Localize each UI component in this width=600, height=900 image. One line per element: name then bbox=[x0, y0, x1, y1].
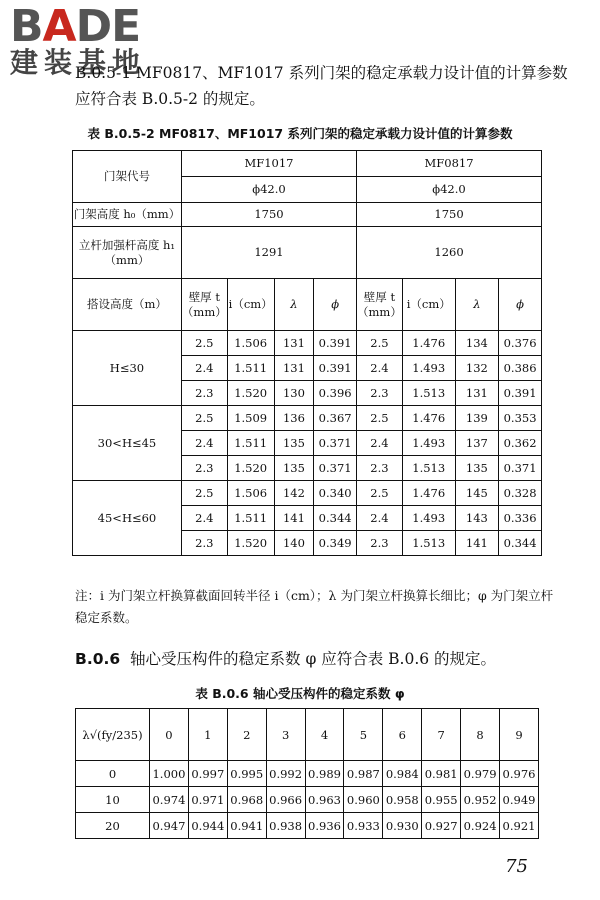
table-cell: 140 bbox=[274, 531, 314, 556]
table-cell: 1.493 bbox=[402, 431, 455, 456]
diameter-mf0817: ϕ42.0 bbox=[357, 177, 542, 203]
header-setup-height: 搭设高度（m） bbox=[73, 279, 182, 331]
table-cell: 131 bbox=[274, 331, 314, 356]
table-cell: 0.353 bbox=[499, 406, 542, 431]
table-cell: 0.924 bbox=[461, 813, 500, 839]
logo-subtitle: 建装基地 bbox=[10, 46, 147, 79]
table-cell: 2.5 bbox=[181, 481, 227, 506]
table-cell: 130 bbox=[274, 381, 314, 406]
table-cell: 0.933 bbox=[344, 813, 383, 839]
column-header: 5 bbox=[344, 709, 383, 761]
diameter-mf1017: ϕ42.0 bbox=[181, 177, 356, 203]
table-cell: 1.511 bbox=[227, 506, 274, 531]
table-cell: 137 bbox=[455, 431, 499, 456]
table-cell: 0.984 bbox=[383, 761, 422, 787]
table-cell: 135 bbox=[274, 456, 314, 481]
table-note: 注：i 为门架立杆换算截面回转半径 i（cm）；λ 为门架立杆换算长细比；φ 为门架立杆稳定系数。 bbox=[75, 588, 554, 625]
table-cell: 0.349 bbox=[314, 531, 357, 556]
header-height: 门架高度 h₀（mm） bbox=[73, 203, 182, 227]
sub-header-thickness: 壁厚 t（mm） bbox=[357, 279, 403, 331]
table-cell: 0.930 bbox=[383, 813, 422, 839]
table-cell: 2.5 bbox=[357, 481, 403, 506]
table-row bbox=[73, 481, 542, 506]
table-cell: 142 bbox=[274, 481, 314, 506]
column-header: 0 bbox=[150, 709, 189, 761]
row-label: 10 bbox=[76, 787, 150, 813]
table-cell: 136 bbox=[274, 406, 314, 431]
table-cell: 131 bbox=[274, 356, 314, 381]
logo-text-right: DE bbox=[75, 1, 141, 52]
table-cell: 1.506 bbox=[227, 481, 274, 506]
table-cell: 1.509 bbox=[227, 406, 274, 431]
table-cell: 1.476 bbox=[402, 331, 455, 356]
table-cell: 0.396 bbox=[314, 381, 357, 406]
table-cell: 0.958 bbox=[383, 787, 422, 813]
table-cell: 0.981 bbox=[422, 761, 461, 787]
table-cell: 2.4 bbox=[357, 506, 403, 531]
table-cell: 1.513 bbox=[402, 381, 455, 406]
table-cell: 135 bbox=[274, 431, 314, 456]
table-cell: 1.520 bbox=[227, 531, 274, 556]
table-cell: 1.506 bbox=[227, 331, 274, 356]
table-cell: 0.968 bbox=[227, 787, 266, 813]
column-header: 6 bbox=[383, 709, 422, 761]
table-cell: 0.966 bbox=[266, 787, 305, 813]
table-row bbox=[73, 331, 542, 356]
table-cell: 2.3 bbox=[181, 456, 227, 481]
table-cell: 1.493 bbox=[402, 356, 455, 381]
table-cell: 0.371 bbox=[499, 456, 542, 481]
corner-header: λ√(fy/235) bbox=[76, 709, 150, 761]
table-cell: 0.340 bbox=[314, 481, 357, 506]
table-cell: 0.367 bbox=[314, 406, 357, 431]
table-cell: 0.344 bbox=[499, 531, 542, 556]
table-cell: 0.362 bbox=[499, 431, 542, 456]
page-number: 75 bbox=[505, 856, 528, 877]
table-cell: 1.513 bbox=[402, 456, 455, 481]
table-cell: 0.927 bbox=[422, 813, 461, 839]
table-cell: 1.000 bbox=[150, 761, 189, 787]
logo-text-left: B bbox=[10, 1, 43, 52]
table-cell: 2.3 bbox=[181, 381, 227, 406]
table-cell: 141 bbox=[455, 531, 499, 556]
table-cell: 139 bbox=[455, 406, 499, 431]
row-label: 20 bbox=[76, 813, 150, 839]
table-cell: 0.391 bbox=[314, 331, 357, 356]
header-reinforcement: 立杆加强杆高度 h₁（mm） bbox=[73, 227, 182, 279]
column-header: 4 bbox=[305, 709, 344, 761]
height-mf1017: 1750 bbox=[181, 203, 356, 227]
table-cell: 0.371 bbox=[314, 431, 357, 456]
table-cell: 2.5 bbox=[181, 406, 227, 431]
table-cell: 0.963 bbox=[305, 787, 344, 813]
table-cell: 2.5 bbox=[357, 331, 403, 356]
table-cell: 0.376 bbox=[499, 331, 542, 356]
table-cell: 2.4 bbox=[357, 356, 403, 381]
height-range-label: 30<H≤45 bbox=[73, 406, 182, 481]
table-cell: 0.995 bbox=[227, 761, 266, 787]
sub-header-phi: ϕ bbox=[499, 279, 542, 331]
sub-header-radius: i（cm） bbox=[402, 279, 455, 331]
table-cell: 2.3 bbox=[181, 531, 227, 556]
table-cell: 132 bbox=[455, 356, 499, 381]
column-header: 1 bbox=[188, 709, 227, 761]
table-row bbox=[76, 813, 539, 839]
table-cell: 2.4 bbox=[181, 431, 227, 456]
table-b-0-6 bbox=[75, 708, 539, 839]
table-cell: 135 bbox=[455, 456, 499, 481]
reinf-mf1017: 1291 bbox=[181, 227, 356, 279]
table-cell: 1.493 bbox=[402, 506, 455, 531]
section-b-0-6 bbox=[75, 647, 575, 669]
table-cell: 2.4 bbox=[357, 431, 403, 456]
table-cell: 0.391 bbox=[499, 381, 542, 406]
table-cell: 0.971 bbox=[188, 787, 227, 813]
table-cell: 0.938 bbox=[266, 813, 305, 839]
table-cell: 2.3 bbox=[357, 531, 403, 556]
table-cell: 0.997 bbox=[188, 761, 227, 787]
table-cell: 1.513 bbox=[402, 531, 455, 556]
section-text: 轴心受压构件的稳定系数 φ 应符合表 B.0.6 的规定。 bbox=[130, 650, 497, 668]
table-cell: 2.3 bbox=[357, 456, 403, 481]
table-cell: 0.949 bbox=[500, 787, 539, 813]
logo-text-red: A bbox=[42, 1, 76, 52]
table-cell: 1.476 bbox=[402, 481, 455, 506]
table-cell: 0.336 bbox=[499, 506, 542, 531]
table-cell: 2.5 bbox=[181, 331, 227, 356]
table-row bbox=[76, 761, 539, 787]
table-cell: 0.386 bbox=[499, 356, 542, 381]
column-header: 8 bbox=[461, 709, 500, 761]
table-cell: 0.944 bbox=[188, 813, 227, 839]
column-header: 7 bbox=[422, 709, 461, 761]
table-cell: 0.960 bbox=[344, 787, 383, 813]
sub-header-thickness: 壁厚 t（mm） bbox=[181, 279, 227, 331]
table-b-0-5-2 bbox=[72, 150, 542, 556]
table-cell: 0.941 bbox=[227, 813, 266, 839]
sub-header-phi: ϕ bbox=[314, 279, 357, 331]
table-cell: 0.952 bbox=[461, 787, 500, 813]
table-cell: 143 bbox=[455, 506, 499, 531]
series-mf1017: MF1017 bbox=[181, 151, 356, 177]
table-cell: 1.520 bbox=[227, 381, 274, 406]
table-cell: 1.511 bbox=[227, 431, 274, 456]
table-cell: 2.4 bbox=[181, 356, 227, 381]
table-cell: 0.989 bbox=[305, 761, 344, 787]
table-cell: 0.976 bbox=[500, 761, 539, 787]
height-mf0817: 1750 bbox=[357, 203, 542, 227]
reinf-mf0817: 1260 bbox=[357, 227, 542, 279]
table-cell: 0.992 bbox=[266, 761, 305, 787]
table-row bbox=[73, 406, 542, 431]
table-cell: 0.344 bbox=[314, 506, 357, 531]
column-header: 9 bbox=[500, 709, 539, 761]
table-cell: 2.3 bbox=[357, 381, 403, 406]
table-cell: 141 bbox=[274, 506, 314, 531]
table1-caption: 表 B.0.5-2 MF0817、MF1017 系列门架的稳定承载力设计值的计算参数 bbox=[87, 126, 513, 141]
sub-header-lambda: λ bbox=[274, 279, 314, 331]
intro-paragraph: B.0.5-1 MF0817、MF1017 系列门架的稳定承载力设计值的计算参数应符合表 B.0.5-2 的规定。 bbox=[75, 64, 568, 108]
row-label: 0 bbox=[76, 761, 150, 787]
header-code: 门架代号 bbox=[73, 151, 182, 203]
height-range-label: 45<H≤60 bbox=[73, 481, 182, 556]
table-cell: 0.391 bbox=[314, 356, 357, 381]
table-cell: 0.947 bbox=[150, 813, 189, 839]
table-row bbox=[76, 787, 539, 813]
height-range-label: H≤30 bbox=[73, 331, 182, 406]
table-cell: 1.511 bbox=[227, 356, 274, 381]
column-header: 2 bbox=[227, 709, 266, 761]
table-cell: 131 bbox=[455, 381, 499, 406]
table-cell: 0.371 bbox=[314, 456, 357, 481]
table-cell: 2.5 bbox=[357, 406, 403, 431]
table-cell: 2.4 bbox=[181, 506, 227, 531]
table-cell: 0.936 bbox=[305, 813, 344, 839]
table-cell: 0.987 bbox=[344, 761, 383, 787]
sub-header-radius: i（cm） bbox=[227, 279, 274, 331]
table-cell: 1.476 bbox=[402, 406, 455, 431]
table-cell: 134 bbox=[455, 331, 499, 356]
column-header: 3 bbox=[266, 709, 305, 761]
table-cell: 0.921 bbox=[500, 813, 539, 839]
table-cell: 0.979 bbox=[461, 761, 500, 787]
table-cell: 0.955 bbox=[422, 787, 461, 813]
sub-header-lambda: λ bbox=[455, 279, 499, 331]
table-cell: 1.520 bbox=[227, 456, 274, 481]
table-cell: 0.328 bbox=[499, 481, 542, 506]
series-mf0817: MF0817 bbox=[357, 151, 542, 177]
section-number: B.0.6 bbox=[75, 650, 121, 668]
table2-caption: 表 B.0.6 轴心受压构件的稳定系数 φ bbox=[195, 686, 405, 701]
table-cell: 0.974 bbox=[150, 787, 189, 813]
logo-wordmark bbox=[10, 1, 175, 52]
table-cell: 145 bbox=[455, 481, 499, 506]
